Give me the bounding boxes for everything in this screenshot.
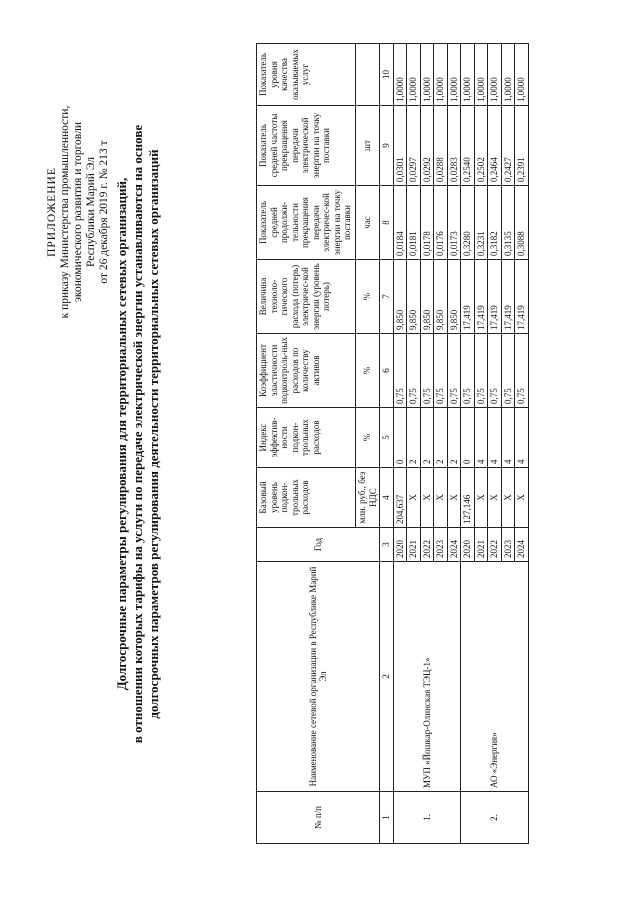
title-line-2: в отношении которых тарифы на услуги по передаче электрической энергии устанавливаются на основе [130, 124, 145, 744]
cell-year: 2022 [420, 528, 434, 562]
unit-frequency: шт [356, 106, 380, 186]
header-row [257, 44, 356, 844]
cell-frequency: 0,2391 [515, 106, 529, 186]
appendix-header [46, 72, 111, 352]
header-quality: Показатель уровня качества оказываемых услуг [257, 44, 356, 106]
colnum: 10 [380, 44, 394, 106]
unit-elasticity: % [356, 334, 380, 408]
org-name: МУП «Йошкар-Олинская ТЭЦ-1» [393, 562, 461, 792]
cell-base-level: X [488, 468, 502, 528]
cell-elasticity: 0,75 [393, 334, 407, 408]
cell-efficiency-index: 2 [434, 408, 448, 468]
cell-quality: 1,0000 [393, 44, 407, 106]
cell-duration: 0,3231 [474, 186, 488, 260]
cell-elasticity: 0,75 [488, 334, 502, 408]
cell-losses: 17,419 [501, 260, 515, 334]
cell-efficiency-index: 4 [488, 408, 502, 468]
cell-efficiency-index: 0 [461, 408, 475, 468]
cell-quality: 1,0000 [474, 44, 488, 106]
cell-frequency: 0,0301 [393, 106, 407, 186]
org-number: 1. [393, 792, 461, 844]
cell-elasticity: 0,75 [461, 334, 475, 408]
org-name: АО «Энергия» [461, 562, 529, 792]
cell-duration: 0,3135 [501, 186, 515, 260]
appendix-republic-line: Республики Марий Эл [85, 157, 97, 268]
cell-losses: 17,419 [461, 260, 475, 334]
colnum: 7 [380, 260, 394, 334]
cell-duration: 0,0181 [407, 186, 421, 260]
header-year: Год [257, 528, 380, 562]
cell-year: 2020 [393, 528, 407, 562]
title-line-3: долгосрочных параметров регулирования деятельности территориальных сетевых организаций [146, 149, 161, 719]
cell-elasticity: 0,75 [515, 334, 529, 408]
cell-duration: 0,0176 [434, 186, 448, 260]
cell-base-level: X [474, 468, 488, 528]
cell-base-level: 127,146 [461, 468, 475, 528]
cell-year: 2021 [407, 528, 421, 562]
cell-duration: 0,3280 [461, 186, 475, 260]
cell-year: 2024 [515, 528, 529, 562]
colnum: 9 [380, 106, 394, 186]
cell-year: 2021 [474, 528, 488, 562]
colnum: 5 [380, 408, 394, 468]
cell-losses: 9,850 [407, 260, 421, 334]
cell-frequency: 0,2427 [501, 106, 515, 186]
cell-losses: 17,419 [488, 260, 502, 334]
cell-quality: 1,0000 [488, 44, 502, 106]
colnum: 3 [380, 528, 394, 562]
document-title [114, 114, 162, 754]
cell-efficiency-index: 2 [447, 408, 461, 468]
header-efficiency-index: Индекс эффектив-ности подкон-трольных расходов [257, 408, 356, 468]
unit-base-level: млн. руб., без НДС [356, 468, 380, 528]
cell-duration: 0,0184 [393, 186, 407, 260]
cell-base-level: X [501, 468, 515, 528]
unit-quality [356, 44, 380, 106]
colnum: 2 [380, 562, 394, 792]
cell-quality: 1,0000 [501, 44, 515, 106]
cell-duration: 0,3182 [488, 186, 502, 260]
column-numbers-row [380, 44, 394, 844]
parameters-table [256, 43, 529, 844]
header-base-level: Базовый уровень подкон-трольных расходов [257, 468, 356, 528]
cell-efficiency-index: 4 [501, 408, 515, 468]
cell-elasticity: 0,75 [501, 334, 515, 408]
cell-base-level: X [515, 468, 529, 528]
unit-efficiency-index: % [356, 408, 380, 468]
table-row [393, 44, 407, 844]
header-name: Наименование сетевой организации в Республике Марий Эл [257, 562, 380, 792]
cell-quality: 1,0000 [434, 44, 448, 106]
cell-quality: 1,0000 [407, 44, 421, 106]
cell-elasticity: 0,75 [420, 334, 434, 408]
cell-frequency: 0,0283 [447, 106, 461, 186]
cell-losses: 9,850 [393, 260, 407, 334]
colnum: 6 [380, 334, 394, 408]
cell-base-level: X [407, 468, 421, 528]
cell-efficiency-index: 0 [393, 408, 407, 468]
unit-losses: % [356, 260, 380, 334]
header-elasticity: Коэффициент эластичности подконтроль-ных расходов по количеству активов [257, 334, 356, 408]
cell-duration: 0,0178 [420, 186, 434, 260]
cell-frequency: 0,2540 [461, 106, 475, 186]
cell-losses: 17,419 [515, 260, 529, 334]
header-frequency: Показатель средней частоты прекращения передачи электрической энергии на точку поставки [257, 106, 356, 186]
cell-base-level: X [447, 468, 461, 528]
cell-year: 2022 [488, 528, 502, 562]
cell-quality: 1,0000 [447, 44, 461, 106]
table-body [393, 44, 528, 844]
cell-losses: 17,419 [474, 260, 488, 334]
cell-efficiency-index: 2 [420, 408, 434, 468]
cell-elasticity: 0,75 [474, 334, 488, 408]
colnum: 1 [380, 792, 394, 844]
cell-efficiency-index: 4 [474, 408, 488, 468]
cell-frequency: 0,0297 [407, 106, 421, 186]
org-number: 2. [461, 792, 529, 844]
cell-frequency: 0,0292 [420, 106, 434, 186]
appendix-ministry-line: экономического развития и торговли [72, 122, 84, 302]
header-num: № п/п [257, 792, 380, 844]
colnum: 8 [380, 186, 394, 260]
table-row [461, 44, 475, 844]
cell-base-level: 204,637 [393, 468, 407, 528]
cell-duration: 0,3088 [515, 186, 529, 260]
cell-losses: 9,850 [447, 260, 461, 334]
cell-year: 2023 [434, 528, 448, 562]
unit-duration: час [356, 186, 380, 260]
cell-quality: 1,0000 [515, 44, 529, 106]
appendix-order-line: к приказу Министерства промышленности, [59, 105, 71, 319]
appendix-label: ПРИЛОЖЕНИЕ [46, 167, 58, 257]
cell-elasticity: 0,75 [434, 334, 448, 408]
cell-year: 2024 [447, 528, 461, 562]
cell-frequency: 0,2502 [474, 106, 488, 186]
cell-losses: 9,850 [420, 260, 434, 334]
cell-base-level: X [420, 468, 434, 528]
cell-quality: 1,0000 [420, 44, 434, 106]
cell-efficiency-index: 2 [407, 408, 421, 468]
title-line-1: Долгосрочные параметры регулирования для территориальных сетевых организаций, [114, 177, 129, 691]
cell-efficiency-index: 4 [515, 408, 529, 468]
cell-year: 2023 [501, 528, 515, 562]
cell-quality: 1,0000 [461, 44, 475, 106]
cell-elasticity: 0,75 [447, 334, 461, 408]
cell-elasticity: 0,75 [407, 334, 421, 408]
appendix-date-line: от 26 декабря 2019 г. № 213 т [98, 140, 110, 284]
cell-frequency: 0,0288 [434, 106, 448, 186]
cell-base-level: X [434, 468, 448, 528]
cell-frequency: 0,2464 [488, 106, 502, 186]
cell-year: 2020 [461, 528, 475, 562]
colnum: 4 [380, 468, 394, 528]
cell-losses: 9,850 [434, 260, 448, 334]
cell-duration: 0,0173 [447, 186, 461, 260]
header-duration: Показатель средней продолжи-тельности прекращения передачи электричес-кой энергии на точку поставки [257, 186, 356, 260]
header-losses: Величина техноло-гического расхода (потерь) электричес-кой энергии (уровень потерь) [257, 260, 356, 334]
